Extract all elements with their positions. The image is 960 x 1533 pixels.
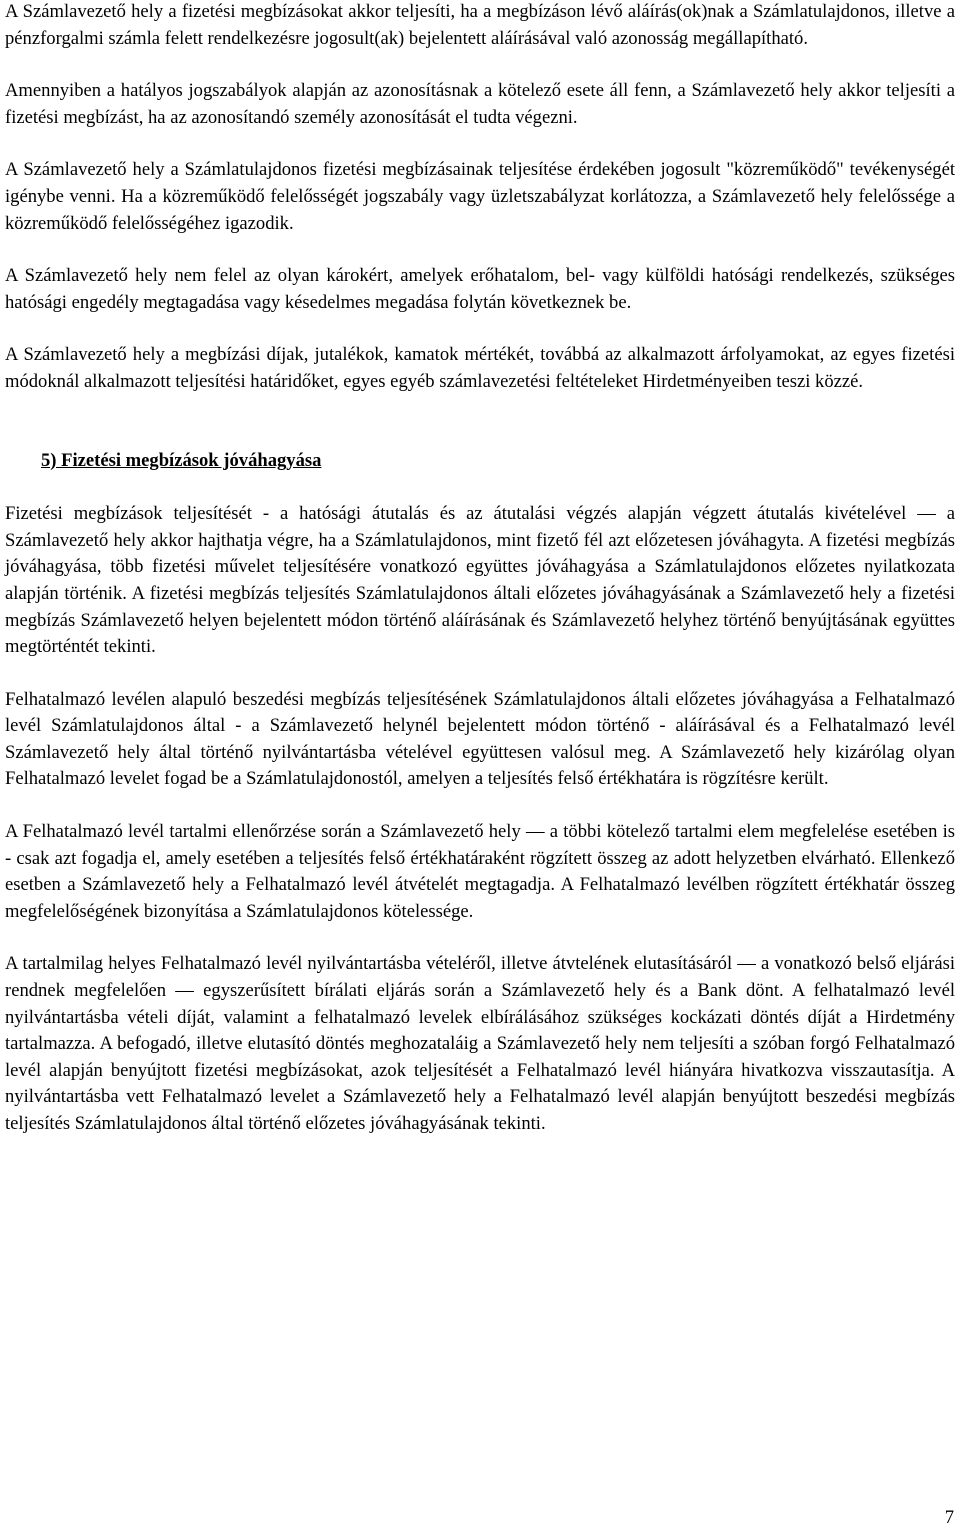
paragraph-announcements: A Számlavezető hely a megbízási díjak, jutalékok, kamatok mértékét, továbbá az alkalmazott árfolyamokat, az egyes fizetési módoknál alkalmazott teljesítési határidőket, egyes egyéb számlavezetési feltételeket Hirdetményeiben teszi közzé.	[5, 344, 955, 392]
paragraph-authorization-letter: Felhatalmazó levélen alapuló beszedési megbízás teljesítésének Számlatulajdonos általi előzetes jóváhagyása a Felhatalmazó levél Számlatulajdonos által - a Számlavezető helynél bejelentett módon történő - aláírásával és a Felhatalmazó levél Számlavezető hely által történő nyilvántartásba vételével együttesen valósul meg. A Számlavezető hely kizárólag olyan Felhatalmazó levelet fogad be a Számlatulajdonostól, amelyen a teljesítés felső értékhatára is rögzítésre került.	[5, 688, 955, 790]
section-heading: 5) Fizetési megbízások jóváhagyása	[41, 449, 322, 471]
paragraph-registration-decision: A tartalmilag helyes Felhatalmazó levél nyilvántartásba vételéről, illetve átvtelének elutasításáról — a vonatkozó belső eljárási rendnek megfelelően — egyszerűsített bírálati eljárás során a Számlavezető hely és a Bank dönt. A felhatalmazó levél nyilvántartásba vételi díját, valamint a felhatalmazó levelek elbírálásához szükséges kockázati döntés díját a Hirdetmény tartalmazza. A befogadó, illetve elutasító döntés meghozataláig a Számlavezető hely nem teljesíti a szóban forgó Felhatalmazó levél alapján benyújtott fizetési megbízásokat, azok teljesítését a Felhatalmazó levél hiányára hivatkozva visszautasítja. A nyilvántartásba vett Felhatalmazó levelet a Számlavezető hely a Felhatalmazó levél alapján benyújtott beszedési megbízás teljesítés Számlatulajdonos által történő előzetes jóváhagyásának tekinti.	[5, 953, 955, 1134]
paragraph-intermediary: A Számlavezető hely a Számlatulajdonos fizetési megbízásainak teljesítése érdekében jogosult "közreműködő" tevékenységét igénybe venni. Ha a közreműködő felelősségét jogszabály vagy üzletszabályzat korlátozza, a Számlavezető hely felelőssége a közreműködő felelősségéhez igazodik.	[5, 159, 955, 234]
paragraph-identification: Amennyiben a hatályos jogszabályok alapján az azonosításnak a kötelező esete áll fenn, a Számlavezető hely akkor teljesíti a fizetési megbízást, ha az azonosítandó személy azonosítását el tudta végezni.	[5, 80, 955, 128]
page-number: 7	[944, 1507, 954, 1528]
paragraph-signature-verification: A Számlavezető hely a fizetési megbízásokat akkor teljesíti, ha a megbízáson lévő aláírás(ok)nak a Számlatulajdonos, illetve a pénzforgalmi számla felett rendelkezésre jogosult(ak) bejelentett aláírásával való azonosság megállapítható.	[5, 1, 955, 49]
document-page	[5, 0, 955, 1138]
paragraph-content-check: A Felhatalmazó levél tartalmi ellenőrzése során a Számlavezető hely — a többi kötelező tartalmi elem megfelelése esetében is - csak azt fogadja el, amely esetében a teljesítés felső értékhatáraként rögzített összeg az adott helyzetben elvárható. Ellenkező esetben a Számlavezető hely a Felhatalmazó levél átvételét megtagadja. A Felhatalmazó levélben rögzített értékhatár összeg megfelelőségének bizonyítása a Számlatulajdonos kötelessége.	[5, 821, 955, 922]
paragraph-liability: A Számlavezető hely nem felel az olyan károkért, amelyek erőhatalom, bel- vagy külföldi hatósági rendelkezés, szükséges hatósági engedély megtagadása vagy késedelmes megadása folytán következnek be.	[5, 265, 955, 313]
paragraph-approval: Fizetési megbízások teljesítését - a hatósági átutalás és az átutalási végzés alapján végzett átutalás kivételével — a Számlavezető hely akkor hajthatja végre, ha a Számlatulajdonos, mint fizető fél azt előzetesen jóváhagyta. A fizetési megbízás jóváhagyása, több fizetési művelet teljesítésére vonatkozó együttes jóváhagyása a Számlatulajdonos előzetes nyilatkozata alapján történik. A fizetési megbízás teljesítés Számlatulajdonos általi előzetes jóváhagyásának a Számlavezető hely a fizetési megbízás Számlavezető helyen bejelentett módon történő aláírásának és Számlavezető helyhez történő benyújtásának együttes megtörténtét tekinti.	[5, 503, 955, 658]
